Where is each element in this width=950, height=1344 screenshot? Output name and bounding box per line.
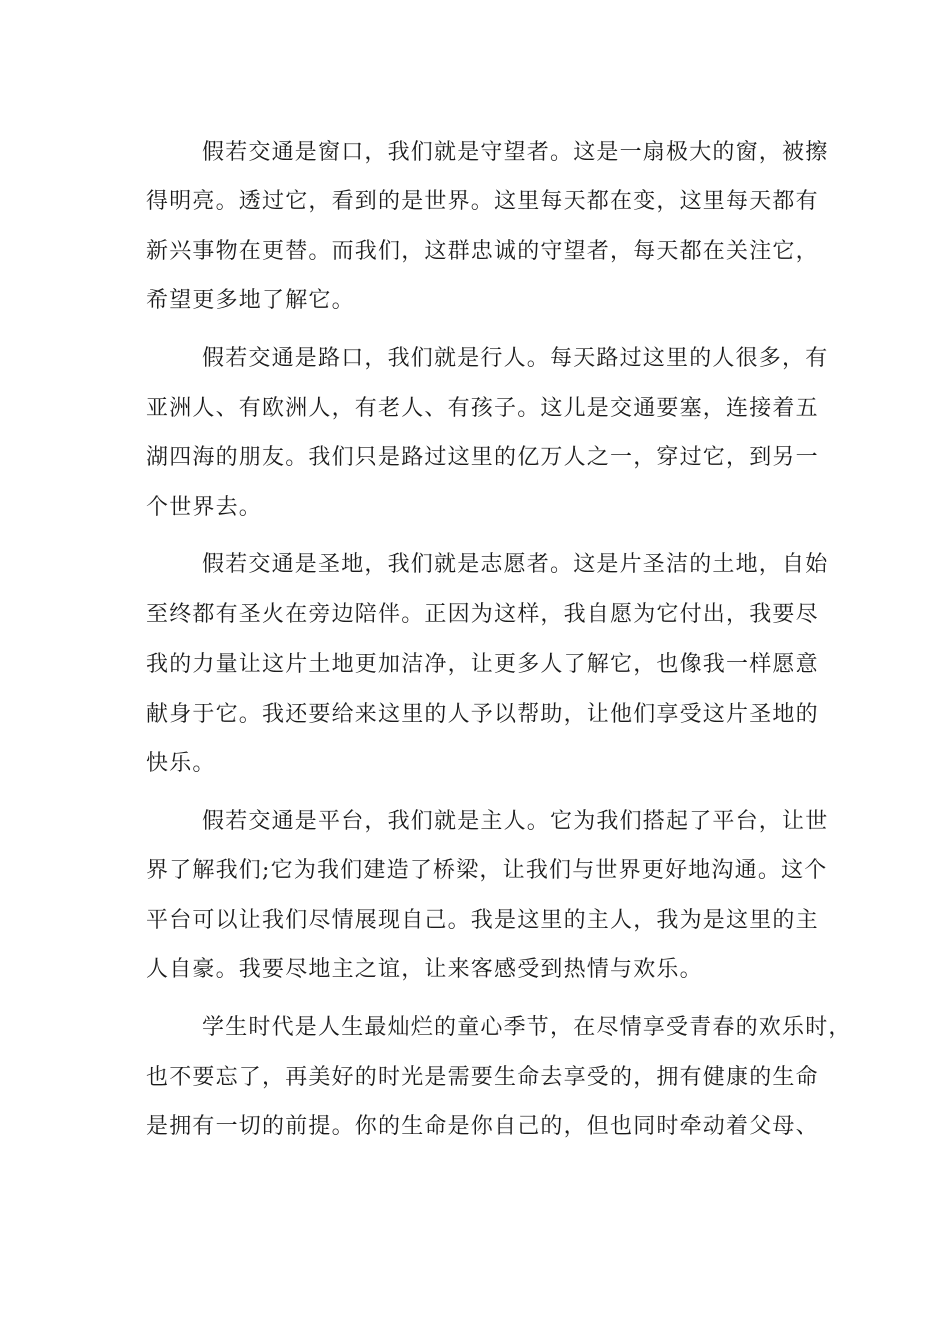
paragraph-1-line-4: 希望更多地了解它。	[146, 288, 355, 313]
paragraph-2-line-4: 个世界去。	[146, 495, 263, 520]
paragraph-5-line-2: 也不要忘了，再美好的时光是需要生命去享受的，拥有健康的生命	[146, 1065, 819, 1090]
paragraph-4-line-2: 界了解我们;它为我们建造了桥梁，让我们与世界更好地沟通。这个	[146, 858, 828, 883]
paragraph-2-line-3: 湖四海的朋友。我们只是路过这里的亿万人之一，穿过它，到另一	[146, 445, 819, 470]
paragraph-4-line-3: 平台可以让我们尽情展现自己。我是这里的主人，我为是这里的主	[146, 908, 819, 933]
paragraph-1-line-3: 新兴事物在更替。而我们，这群忠诚的守望者，每天都在关注它，	[146, 239, 819, 264]
paragraph-1-line-1: 假若交通是窗口，我们就是守望者。这是一扇极大的窗，被擦	[202, 140, 829, 165]
paragraph-5-line-3: 是拥有一切的前提。你的生命是你自己的，但也同时牵动着父母、	[146, 1114, 819, 1139]
paragraph-5-line-1: 学生时代是人生最灿烂的童心季节，在尽情享受青春的欢乐时，	[202, 1015, 852, 1040]
paragraph-4-line-1: 假若交通是平台，我们就是主人。它为我们搭起了平台，让世	[202, 809, 829, 834]
paragraph-4-line-4: 人自豪。我要尽地主之谊，让来客感受到热情与欢乐。	[146, 957, 703, 982]
paragraph-3-line-3: 我的力量让这片土地更加洁净，让更多人了解它，也像我一样愿意	[146, 652, 819, 677]
paragraph-3-line-1: 假若交通是圣地，我们就是志愿者。这是片圣洁的土地，自始	[202, 552, 829, 577]
paragraph-3-line-4: 献身于它。我还要给来这里的人予以帮助，让他们享受这片圣地的	[146, 702, 819, 727]
paragraph-1-line-2: 得明亮。透过它，看到的是世界。这里每天都在变，这里每天都有	[146, 189, 819, 214]
paragraph-2-line-2: 亚洲人、有欧洲人，有老人、有孩子。这儿是交通要塞，连接着五	[146, 396, 819, 421]
paragraph-3-line-2: 至终都有圣火在旁边陪伴。正因为这样，我自愿为它付出，我要尽	[146, 602, 819, 627]
paragraph-3-line-5: 快乐。	[146, 751, 216, 776]
paragraph-2-line-1: 假若交通是路口，我们就是行人。每天路过这里的人很多，有	[202, 346, 829, 371]
